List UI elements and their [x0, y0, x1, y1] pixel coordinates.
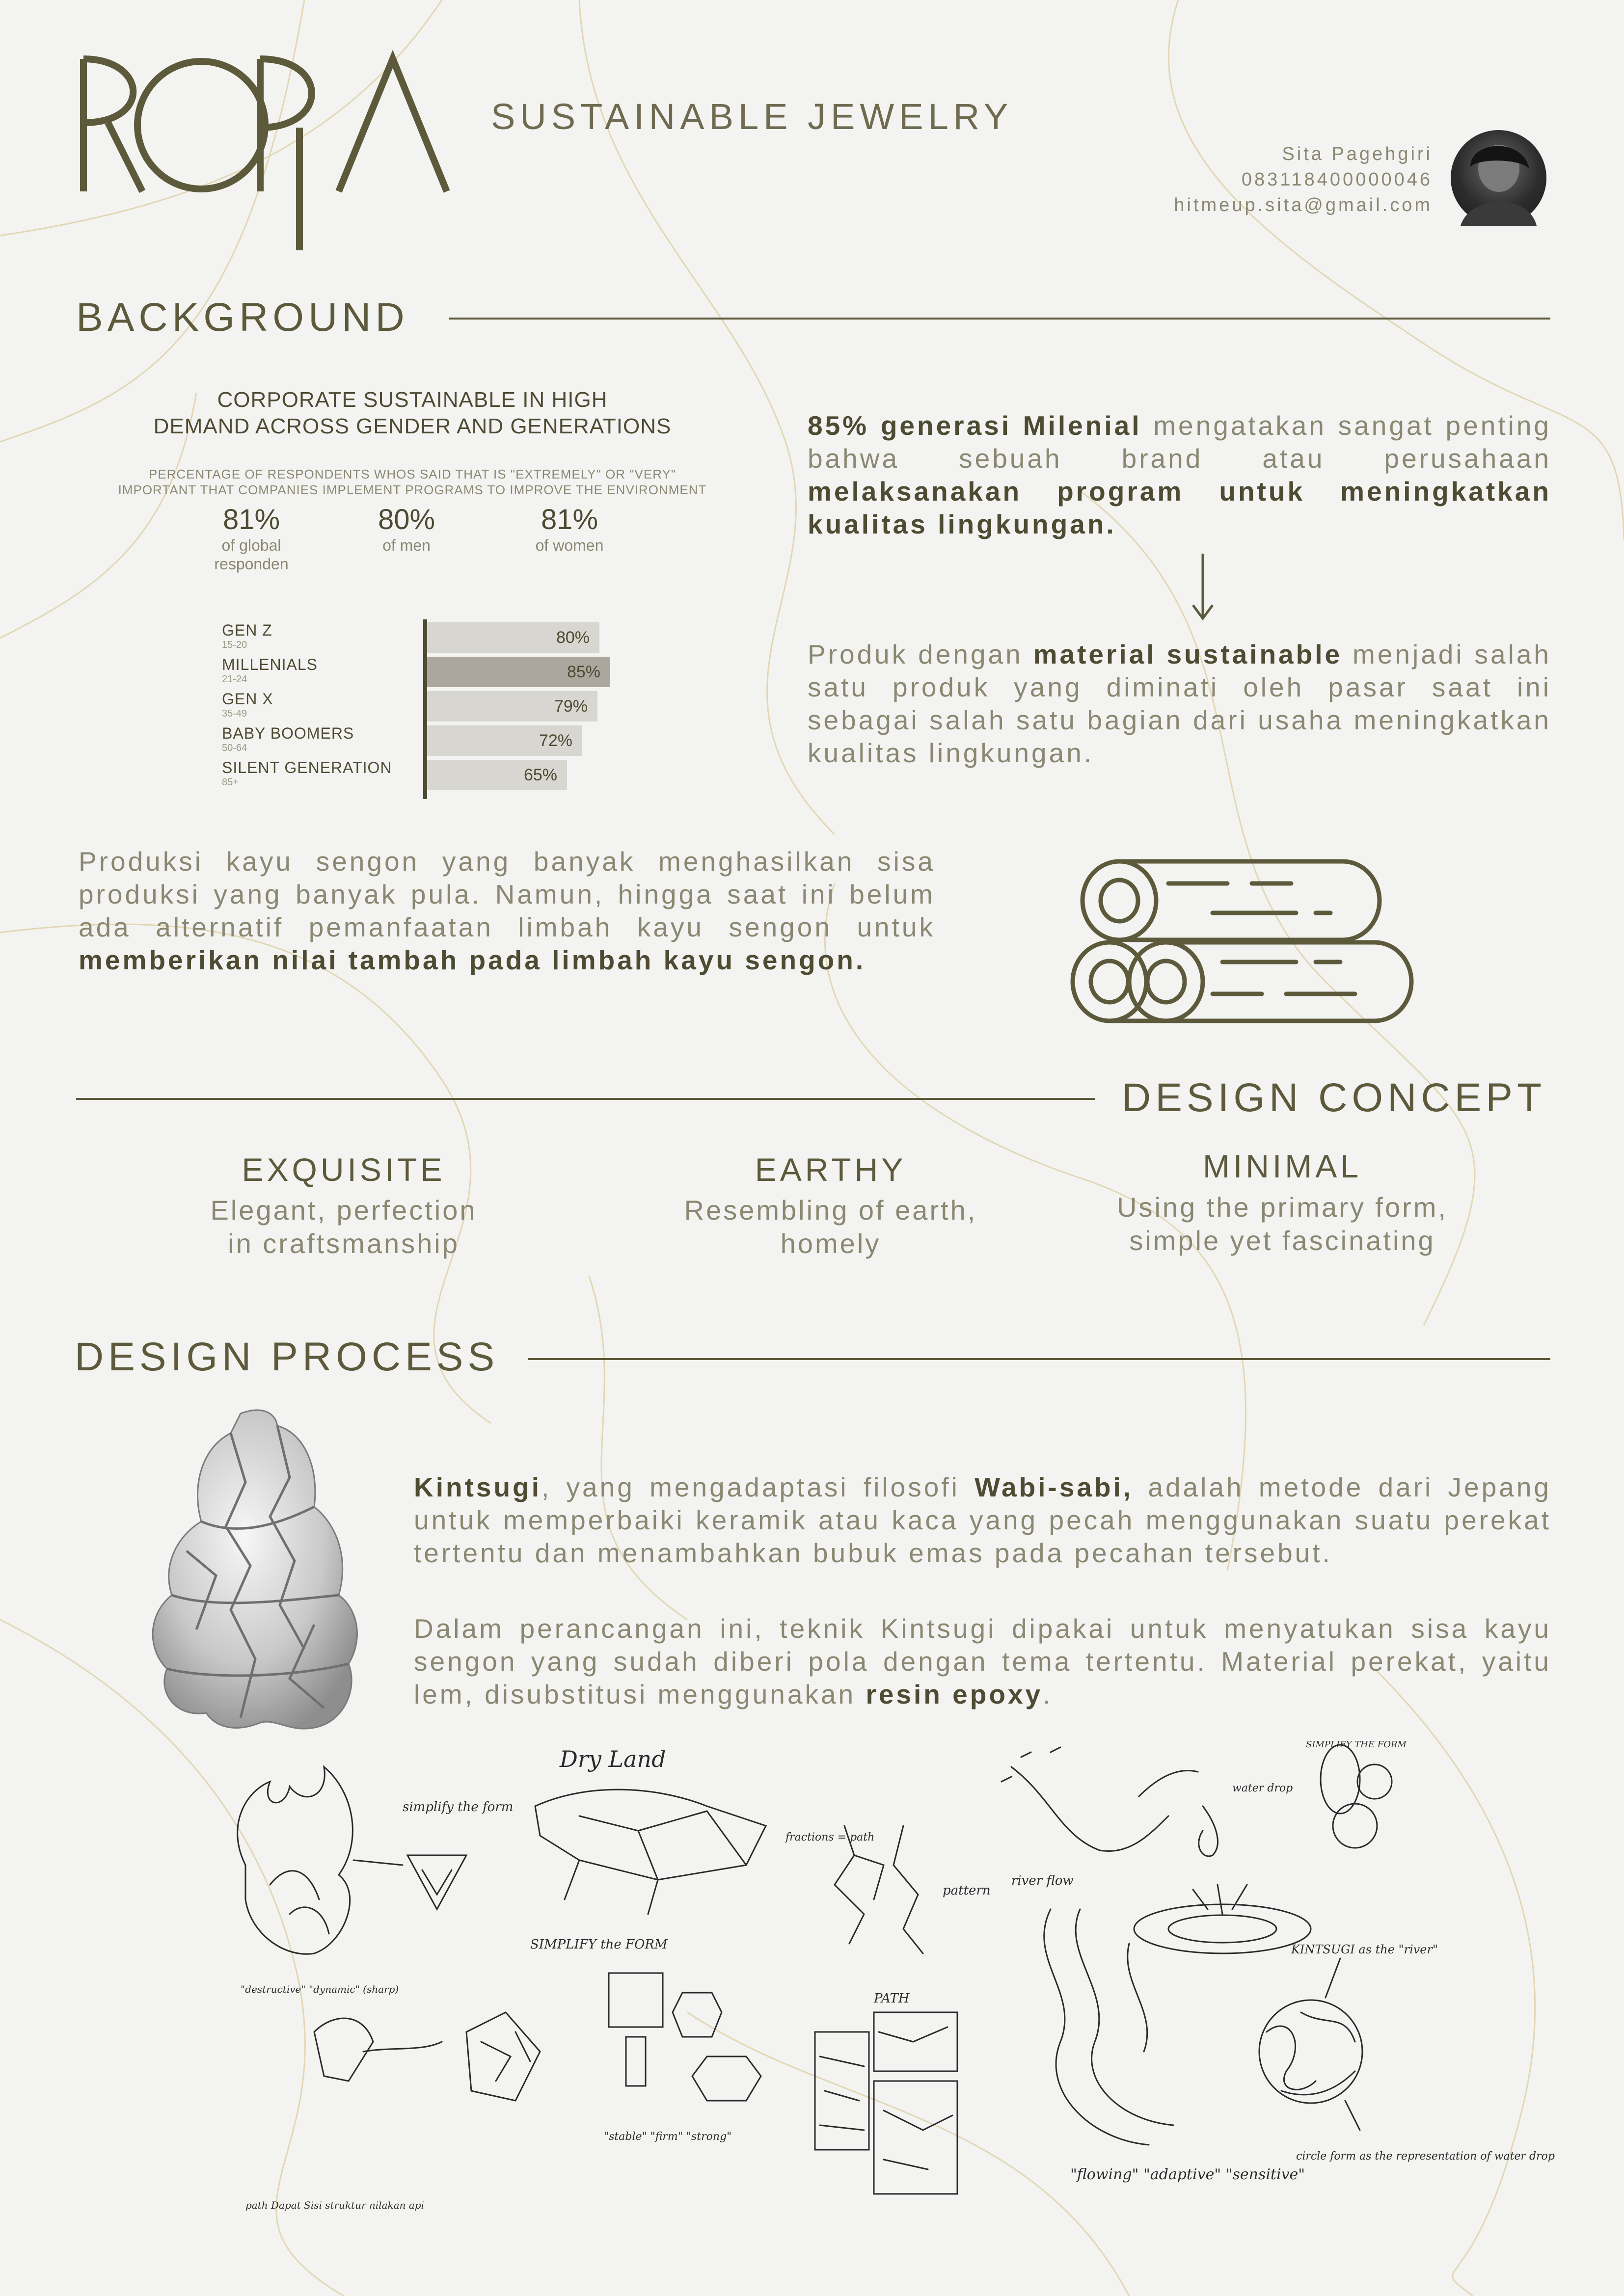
- concept-exquisite-title: EXQUISITE: [242, 1151, 446, 1188]
- chart-category-age: 21-24: [222, 674, 247, 685]
- paragraph-millennials: [808, 409, 1551, 541]
- body-text: adalah metode dari Jepang untuk memperbaiki keramik atau kaca yang pecah menggunakan suatu perekat tertentu dan menambahkan bubuk emas pada pecahan tersebut.: [414, 1472, 1551, 1568]
- infographic-title-line1: CORPORATE SUSTAINABLE IN HIGH: [217, 388, 608, 412]
- concept-desc-line: homely: [780, 1228, 881, 1259]
- chart-category-name: MILLENIALS: [222, 656, 318, 673]
- sketch-note-kintsugi-river: KINTSUGI as the "river": [1291, 1943, 1438, 1956]
- bold-text: 85% generasi Milenial: [808, 410, 1142, 441]
- chart-category-name: GEN X: [222, 690, 273, 708]
- infographic-subtitle-line2: IMPORTANT THAT COMPANIES IMPLEMENT PROGRAMS TO IMPROVE THE ENVIRONMENT: [118, 482, 707, 497]
- sketch-note-simplify3: SIMPLIFY THE FORM: [1306, 1739, 1407, 1750]
- body-text: Produksi kayu sengon yang banyak menghasilkan sisa produksi yang banyak pula. Namun, hingga saat ini belum ada alternatif pemanfaatan limbah kayu sengon untuk: [79, 846, 935, 942]
- concept-earthy-title: EARTHY: [755, 1151, 907, 1188]
- stat-value: 81%: [541, 504, 598, 535]
- chart-category-age: 50-64: [222, 743, 247, 753]
- body-text: Produk dengan: [808, 639, 1033, 669]
- stat-women: [496, 503, 643, 555]
- arrow-down-icon: [1191, 554, 1215, 622]
- bold-text: material sustainable: [1033, 639, 1343, 669]
- paragraph-sustainable-material: [808, 638, 1551, 770]
- concept-minimal-desc: [1096, 1191, 1469, 1257]
- body-text: mengatakan sangat penting bahwa sebuah brand atau perusahaan: [808, 410, 1551, 474]
- chart-bar: 72%: [426, 725, 582, 756]
- sketch-note-simplify2: SIMPLIFY the FORM: [530, 1937, 668, 1952]
- stat-label: of global: [221, 536, 281, 554]
- sketch-note-dynamic: "destructive" "dynamic" (sharp): [241, 1983, 399, 1995]
- chart-bar: 85%: [426, 657, 610, 687]
- chart-bar: 79%: [426, 691, 597, 721]
- infographic-subtitle: [74, 466, 751, 498]
- bold-text: resin epoxy: [866, 1679, 1043, 1709]
- concept-desc-line: in craftsmanship: [228, 1228, 460, 1259]
- stat-value: 81%: [222, 504, 280, 535]
- chart-axis: [423, 619, 427, 799]
- infographic-subtitle-line1: PERCENTAGE OF RESPONDENTS WHOS SAID THAT IS "EXTREMELY" OR "VERY": [148, 467, 677, 481]
- stat-global: [178, 503, 325, 573]
- design-process-title: DESIGN PROCESS: [75, 1335, 499, 1379]
- paragraph-kintsugi-application: [414, 1612, 1551, 1711]
- chart-category-label: [222, 656, 428, 685]
- sketch-note-river: river flow: [1011, 1873, 1074, 1888]
- chart-category-age: 35-49: [222, 708, 247, 719]
- concept-desc-line: Using the primary form,: [1117, 1192, 1448, 1223]
- logo-text: ROEPA: [74, 49, 76, 50]
- chart-category-name: GEN Z: [222, 621, 272, 639]
- contact-phone: 083118400000046: [1241, 169, 1433, 190]
- chart-category-label: [222, 759, 428, 788]
- sketch-note-fractions: fractions = path: [785, 1831, 875, 1843]
- design-process-rule: [528, 1358, 1550, 1360]
- concept-desc-line: Resembling of earth,: [684, 1195, 977, 1226]
- avatar: [1451, 130, 1546, 226]
- background-title: BACKGROUND: [76, 295, 409, 340]
- bold-text: Kintsugi: [414, 1472, 541, 1502]
- sketch-note-pattern: pattern: [943, 1883, 991, 1898]
- stat-men: [333, 503, 480, 555]
- chart-category-age: 85+: [222, 777, 239, 788]
- chart-bar: 80%: [426, 622, 599, 653]
- wood-logs-icon: [1065, 856, 1384, 1023]
- chart-category-name: SILENT GENERATION: [222, 759, 392, 776]
- sketch-note-stable: "stable" "firm" "strong": [604, 2131, 732, 2143]
- kintsugi-vase-image: [128, 1404, 393, 1737]
- sketch-note-path: PATH: [874, 1991, 910, 2006]
- sketch-note-simplify: simplify the form: [403, 1800, 514, 1815]
- sketch-note-flowing: "flowing" "adaptive" "sensitive": [1070, 2166, 1305, 2183]
- stat-label: responden: [214, 555, 289, 573]
- sketch-note-path-note: path Dapat Sisi struktur nilakan api: [245, 2199, 424, 2211]
- contact-email[interactable]: hitmeup.sita@gmail.com: [1174, 195, 1433, 215]
- paragraph-sengon-wood: [79, 845, 935, 977]
- contact-block: [1174, 141, 1433, 218]
- body-text: menjadi salah satu produk yang diminati oleh pasar saat ini sebagai salah satu bagian dari usaha meningkatkan kualitas lingkungan.: [808, 639, 1552, 768]
- chart-bar: 65%: [426, 760, 567, 790]
- concept-exquisite-desc: [157, 1194, 530, 1260]
- chart-category-label: [222, 724, 428, 753]
- infographic-title-line2: DEMAND ACROSS GENDER AND GENERATIONS: [153, 414, 672, 438]
- body-text: Dalam perancangan ini, teknik Kintsugi dipakai untuk menyatukan sisa kayu sengon yang sudah diberi pola dengan tema tertentu. Material perekat, yaitu lem, disubstitusi menggunakan: [414, 1613, 1551, 1709]
- design-concept-rule: [76, 1098, 1095, 1100]
- chart-category-label: [222, 690, 428, 719]
- background-rule: [449, 318, 1550, 320]
- contact-name: Sita Pagehgiri: [1282, 144, 1433, 164]
- body-text: .: [1043, 1679, 1053, 1709]
- stat-label: of women: [535, 536, 604, 554]
- stat-label: of men: [382, 536, 431, 554]
- design-concept-title: DESIGN CONCEPT: [1122, 1075, 1546, 1120]
- sketch-note-dry-land: Dry Land: [560, 1746, 666, 1772]
- infographic-title: [74, 387, 751, 440]
- concept-minimal-title: MINIMAL: [1202, 1148, 1362, 1184]
- body-text: , yang mengadaptasi filosofi: [541, 1472, 975, 1502]
- stat-value: 80%: [378, 504, 435, 535]
- bold-text: melaksanakan program untuk meningkatkan kualitas lingkungan.: [808, 476, 1551, 539]
- roepa-logo: [74, 49, 476, 255]
- chart-category-label: [222, 621, 428, 650]
- paragraph-kintsugi: [414, 1471, 1551, 1570]
- bold-text: memberikan nilai tambah pada limbah kayu sengon.: [79, 945, 866, 975]
- portrait-icon: [1451, 130, 1546, 226]
- chart-category-age: 15-20: [222, 640, 247, 650]
- concept-earthy-desc: [644, 1194, 1017, 1260]
- tagline: SUSTAINABLE JEWELRY: [491, 96, 1013, 137]
- bold-text: Wabi-sabi,: [974, 1472, 1134, 1502]
- concept-desc-line: Elegant, perfection: [210, 1195, 477, 1226]
- design-sketches: [216, 1737, 1555, 2228]
- chart-category-name: BABY BOOMERS: [222, 724, 354, 742]
- sketch-note-circle-form: circle form as the representation of water drop: [1296, 2150, 1555, 2163]
- sketch-note-water-drop: water drop: [1232, 1782, 1293, 1794]
- concept-desc-line: simple yet fascinating: [1129, 1225, 1435, 1256]
